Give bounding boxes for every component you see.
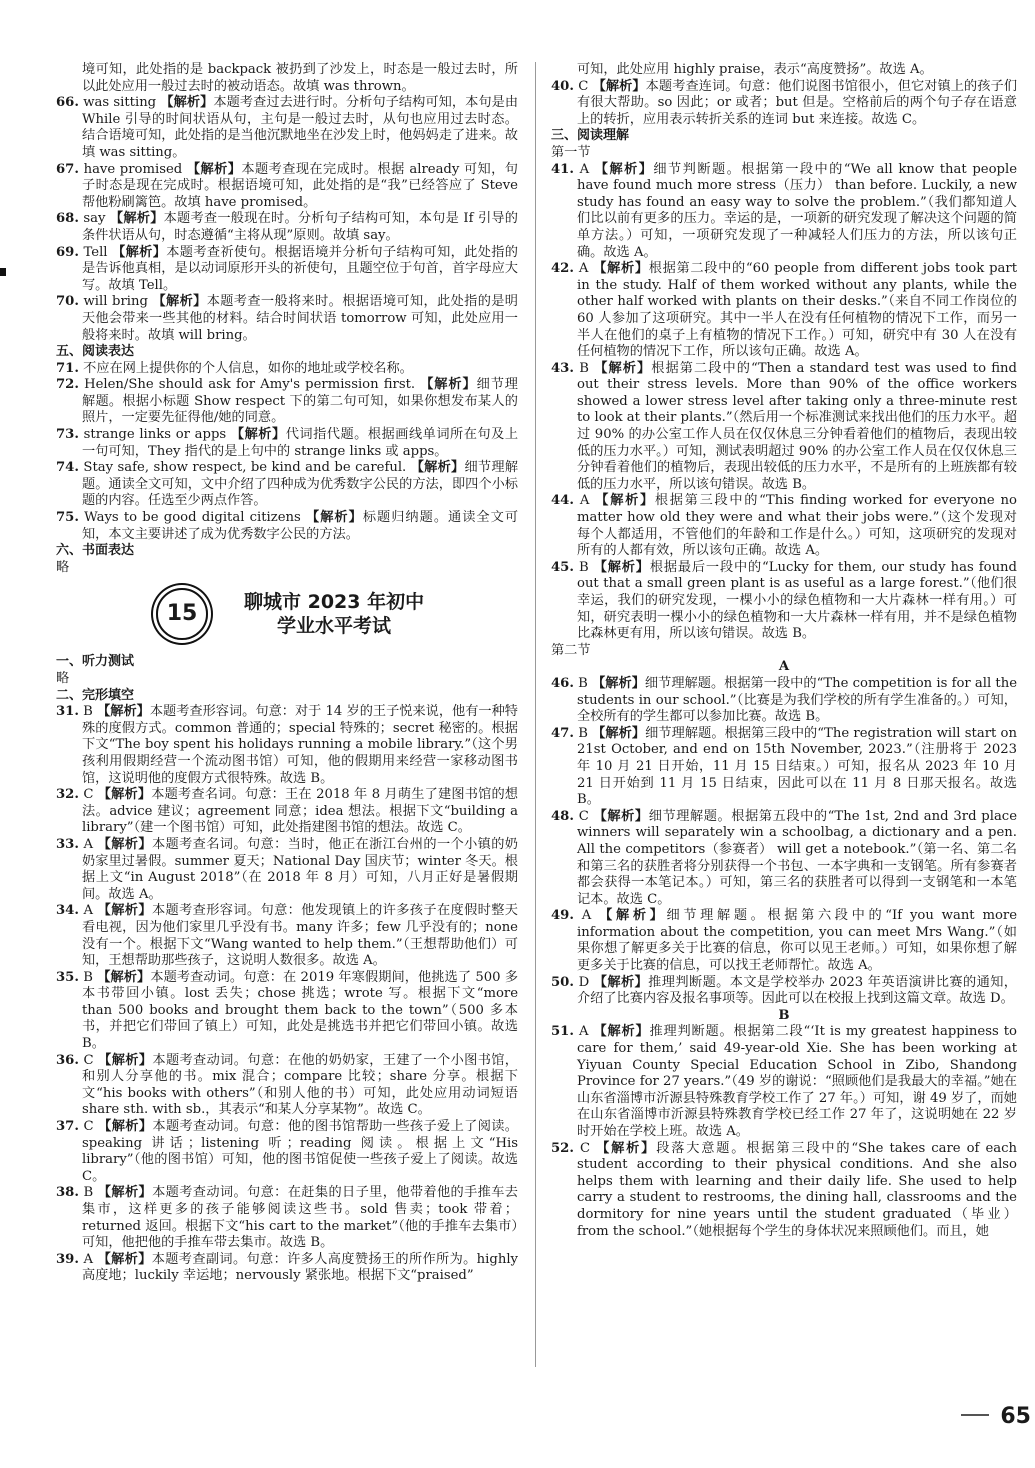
answer-text: A	[578, 1024, 589, 1040]
analysis-text: 本题考查动词。句意：在他的奶奶家，王建了一个小图书馆，和别人分享他的书。mix 混合；compare 比较；share 分享。根据下文“his books with others”（和别人他的书）可知，此处应用动词短语 share sth. with sb.，其表示“和某人分享某物”。故选 C。	[82, 1052, 518, 1118]
part-heading: 第一节	[551, 144, 591, 160]
answer-item	[56, 211, 518, 244]
answer-list	[56, 95, 518, 344]
analysis-tag: 【解析】	[595, 493, 655, 509]
edge-mark	[0, 268, 6, 276]
analysis-text: 细节理解题。根据第三段中的“The registration will start on 21st October, and end on 15th November, 2023.”（注册将于 2023 年 10 月 21 日开始，11 月 15 日结束。）可知，报名从 2023 年 10 月 21 日开始到 11 月 15 日结束，因此可以在 11 月 8 日那天报名。故选 B。	[577, 725, 1017, 808]
answer-text: A	[581, 908, 592, 924]
question-number: 48.	[551, 808, 574, 824]
answer-item	[56, 427, 518, 460]
analysis-tag: 【解析】	[306, 510, 363, 526]
section-heading: 二、完形填空	[56, 687, 135, 703]
answer-text: C	[579, 1140, 591, 1156]
answer-text: A	[579, 493, 590, 509]
answer-text: C	[83, 787, 94, 803]
answer-list	[551, 162, 1017, 643]
question-number: 33.	[56, 836, 79, 852]
answer-text: Tell	[83, 244, 108, 260]
analysis-text: 本题考查过去进行时。分析句子结构可知，本句是由 While 引导的时间状语从句，主句是一般过去时，从句也应用过去时态。结合语境可知，此处指的是当他沉默地坐在沙发上时，他妈妈走了进来。故填 was sitting。	[82, 95, 519, 160]
answer-item	[56, 377, 518, 427]
question-number: 47.	[551, 725, 574, 741]
analysis-text: 本题考查副词。句意：许多人高度赞扬王的所作所为。highly 高度地；luckily 幸运地；nervously 紧张地。根据下文“praised”	[82, 1251, 518, 1284]
analysis-text: 本题考查连词。句意：他们说图书馆很小，但它对镇上的孩子们有很大帮助。so 因此；or 或者；but 但是。空格前后的两个句子存在语意上的转折，应用表示转折关系的连词 but 来连接。故选 C。	[577, 78, 1018, 127]
question-number: 35.	[56, 969, 79, 985]
part-heading: 第二节	[551, 642, 591, 658]
question-number: 74.	[56, 460, 79, 476]
analysis-text: 根据最后一段中的“Lucky for them, our study has found out that a small green plant is as useful as a large forest.”（他们很幸运，我们的研究发现，一棵小小的绿色植物和一大片森林一样有用。）可知，研究表明一棵小小的绿色植物和一大片森林一样有用，并不是绿色植物比森林更有用，所以该句错误。故选 B。	[577, 559, 1017, 642]
question-number: 73.	[56, 427, 79, 443]
analysis-text: 细节理解题。根据第五段中的“The 1st, 2nd and 3rd place winners will separately win a schoolbag, a dictionary and a pen. All the competitors（参赛者） will get a notebook.”（第一名、第二名和第三名的获胜者将分别获得一个书包、一本字典和一支钢笔。所有参赛者都会获得一本笔记本。）可知，第三名的获胜者可以得到一支钢笔和一本笔记本。故选 C。	[577, 808, 1017, 907]
analysis-tag: 【解析】	[592, 78, 646, 94]
analysis-tag: 【解析】	[97, 1185, 153, 1201]
question-number: 72.	[56, 377, 79, 393]
analysis-text: 推理判断题。根据第二段“‘It is my greatest happiness to care for them,’ said 49-year-old Xie. She has been working at Yiyuan County Special Education School in Zibo, Shandong Province for 27 years.”（49 岁的谢说：“照顾他们是我最大的幸福。”她在山东省淄博市沂源县特殊教育学校工作了 27 年。）可知，谢 49 岁了，而她在山东省淄博市沂源县特殊教育学校已经工作 27 年了，这说明她在 22 岁时开始在学校上班。故选 A。	[577, 1024, 1017, 1139]
question-number: 71.	[56, 360, 79, 376]
question-number: 31.	[56, 704, 79, 720]
answer-item	[551, 809, 1017, 909]
answer-text: A	[83, 903, 94, 919]
answer-text: A	[83, 1251, 94, 1267]
question-number: 51.	[551, 1024, 574, 1040]
analysis-tag: 【解析】	[160, 95, 214, 111]
analysis-text: 根据第三段中的“This finding worked for everyone no matter how old they were and what their jobs were.”（这个发现对每个人都适用，不管他们的年龄和工作是什么。）可知，这项研究的发现对所有的人都有效，所以该句正确。故选 A。	[577, 493, 1017, 559]
analysis-text: 细节理解题。通读全文可知，文中介绍了四种成为优秀数字公民的方法，即四个小标题的内容。任选至少两点作答。	[82, 460, 519, 509]
analysis-tag: 【解析】	[594, 360, 652, 376]
question-number: 44.	[551, 493, 574, 509]
answer-text: C	[83, 1119, 94, 1135]
answer-item	[56, 837, 518, 903]
answer-list	[56, 361, 518, 544]
answer-text: B	[578, 725, 588, 741]
exam-title-line: 学业水平考试	[277, 615, 392, 638]
analysis-text: 本题考查动词。句意：在赶集的日子里，他带着他的手推车去集市，这样更多的孩子能够阅读这些书。sold 售卖；took 带着；returned 返回。根据下文“his cart to the market”（他的手推车去集市）可知，他把他的手推车带去集市。故选 B。	[82, 1185, 518, 1251]
answer-item	[551, 1024, 1017, 1140]
exam-number-badge: 15	[156, 588, 208, 640]
answer-text: A	[83, 836, 94, 852]
answer-text: B	[83, 969, 93, 985]
analysis-text: 根据第二段中的“60 people from different jobs took part in the study. Half of them worked without any plants, while the other half worked with plants on their desks.”（来自不同工作岗位的 60 人参加了这项研究。其中一半人在没有任何植物的情况下工作，而另一半人在他们的桌子上有植物的情况下工作。）可知，研究中有 30 人在没有任何植物的情况下工作，所以该句正确。故选 A。	[577, 261, 1017, 360]
section-heading: 三、阅读理解	[551, 128, 630, 144]
answer-text: C	[578, 78, 589, 94]
analysis-text: 细节理解题。根据第一段中的“The competition is for all the students in our school.”（比赛是为我们学校的所有学生准备的。）可知，全校所有的学生都可以参加比赛。故选 B。	[577, 675, 1018, 725]
answer-text: A	[579, 161, 590, 177]
column-divider	[535, 62, 536, 1367]
analysis-tag: 【解析】	[420, 377, 477, 393]
answer-text: Ways to be good digital citizens	[84, 510, 301, 526]
left-intro: 境可知，此处指的是 backpack 被扔到了沙发上，时态是一般过去时，所以此处应用一般过去时的被动语态。故填 was thrown。	[82, 62, 518, 94]
answer-text: C	[83, 1052, 94, 1068]
analysis-text: 细节理解题。根据小标题 Show respect 下的第二句可知，如果你想发布某人的照片，一定要先征得他/她的同意。	[82, 377, 518, 426]
answer-list	[551, 79, 1017, 129]
answer-item	[56, 1119, 518, 1185]
answer-list	[551, 676, 1017, 1008]
answer-text: C	[578, 808, 589, 824]
analysis-text: 本题考查一般将来时。根据语境可知，此处指的是明天他会带来一些其他的材料。结合时间状语 tomorrow 可知，此处应用一般将来时。故填 will bring。	[82, 294, 518, 343]
answer-item	[551, 79, 1017, 129]
analysis-tag: 【解析】	[97, 787, 152, 803]
analysis-tag: 【解析】	[410, 460, 465, 476]
analysis-tag: 【解析】	[109, 211, 164, 227]
answer-text: have promised	[83, 161, 183, 177]
analysis-tag: 【解析】	[593, 559, 650, 575]
analysis-text: 细节理解题。根据第六段中的“If you want more information about the competition, you can meet Mrs Wang.”（如果你想了解更多关于比赛的信息，你可以见王老师。）可知，如果你想了解更多关于比赛的信息，可以找王老师帮忙。故选 A。	[577, 908, 1017, 974]
analysis-text: 本题考查名词。句意：王在 2018 年 8 月萌生了建图书馆的想法。advice 建议；agreement 同意；idea 想法。根据下文“building a library”（建一个图书馆）可知，此处指建图书馆的想法。故选 C。	[82, 787, 518, 836]
section-body: 略	[56, 559, 70, 575]
answer-item	[56, 510, 518, 543]
answer-item	[551, 261, 1017, 361]
question-number: 39.	[56, 1251, 79, 1267]
answer-item	[56, 1185, 518, 1251]
analysis-text: 根据第二段中的“Then a standard test was used to find out their stress levels. More than 90% of the office workers showed a lower stress level after taking only a three-minute rest to look at their plants.”（然后用一个标准测试来找出他们的压力水平。超过 90% 的办公室工作人员在仅仅休息三分钟看着他们的植物后，表现出较低的压力水平。）可知，测试表明超过 90% 的办公室工作人员在仅仅休息三分钟看着他们的植物后，表现出较低的压力水平，不是所有的上班族都有较低的压力水平，所以该句错误。故选 B。	[577, 360, 1017, 492]
exam-title	[244, 590, 424, 638]
question-number: 70.	[56, 294, 79, 310]
answer-item	[56, 903, 518, 969]
answer-list	[56, 704, 518, 1285]
question-number: 75.	[56, 510, 79, 526]
answer-item	[56, 294, 518, 344]
analysis-text: 本题考查一般现在时。分析句子结构可知，本句是 If 引导的条件状语从句，时态遵循“主将从现”原则。故填 say。	[82, 211, 518, 243]
exam-title-line: 聊城市 2023 年初中	[244, 591, 425, 614]
question-number: 50.	[551, 974, 574, 990]
question-number: 40.	[551, 78, 574, 94]
question-number: 52.	[551, 1140, 574, 1156]
answer-item	[56, 460, 518, 510]
answer-item	[56, 245, 518, 295]
question-number: 38.	[56, 1185, 79, 1201]
analysis-tag: 【解析】	[594, 161, 654, 177]
answer-item	[56, 787, 518, 837]
analysis-tag: 【解析】	[97, 704, 150, 720]
analysis-tag: 【解析】	[593, 261, 649, 277]
section-body: 略	[56, 671, 70, 686]
analysis-text: 推理判断题。本文是学校举办 2023 年英语演讲比赛的通知，介绍了比赛内容及报名事项等。因此可以在校报上找到这篇文章。故选 D。	[577, 974, 1017, 1007]
answer-item	[551, 676, 1017, 726]
answer-text: D	[578, 974, 590, 990]
answer-item	[56, 95, 518, 161]
analysis-text: 细节判断题。根据第一段中的“We all know that people have found much more stress（压力） than before. Luckily, a new study has found an easy way to solve the problem.”（我们都知道人们比以前有更多的压力。幸运的是，一项新的研究发现了解决这个问题的简单方法。）可知，一项研究发现了一种减轻人们压力的方法，所以该句正确。故选 A。	[577, 161, 1018, 260]
answer-item	[56, 162, 518, 212]
answer-text: strange links or apps	[83, 427, 227, 443]
analysis-text: 代词指代题。根据画线单词所在句及上一句可知，They 指代的是上句中的 strange links 或 apps。	[82, 427, 519, 459]
analysis-text: 标题归纳题。通读全文可知，本文主要讲述了成为优秀数字公民的方法。	[82, 510, 519, 542]
question-number: 45.	[551, 559, 574, 575]
analysis-tag: 【解析】	[593, 1024, 650, 1040]
page-number: 65	[1000, 1404, 1031, 1430]
answer-item	[551, 361, 1017, 494]
answer-item	[56, 1053, 518, 1119]
right-intro: 可知，此处应用 highly praise，表示“高度赞扬”。故选 A。	[577, 62, 933, 77]
answer-item	[56, 1252, 518, 1285]
right-column	[551, 62, 1017, 1240]
analysis-tag: 【解析】	[596, 1140, 657, 1156]
analysis-text: 本题考查形容词。句意：他发现镇上的许多孩子在度假时整天看电视，因为他们家里几乎没有书。many 许多；few 几乎没有的；none 没有一个。根据下文“Wang wanted to help them.”（王想帮助他们）可知，王想帮助那些孩子，这说明人数很多。故选 A。	[82, 903, 518, 969]
question-number: 66.	[56, 95, 79, 111]
analysis-tag: 【解析】	[97, 1251, 152, 1267]
answer-item	[551, 493, 1017, 559]
question-number: 43.	[551, 360, 574, 376]
passage-label: B	[778, 1007, 790, 1023]
analysis-text: 段落大意题。根据第三段中的“She takes care of each student according to their physical conditions. And she also helps them with learning and their daily life. She used to help carry a student to restrooms, the dining hall, classrooms and the dormitory for nine years until the student graduated（毕业） from the school.”（她根据每个学生的身体状况来照顾他们。而且，她	[577, 1140, 1018, 1239]
analysis-tag: 【解析】	[97, 903, 152, 919]
analysis-text: 本题考查名词。句意：当时，他正在浙江台州的一个小镇的奶奶家里过暑假。summer 夏天；National Day 国庆节；winter 冬天。根据上文“in August 2018”（在 2018 年 8 月）可知，八月正好是暑假期间。故选 A。	[82, 836, 518, 902]
analysis-text: 本题考查现在完成时。根据 already 可知，句子时态是现在完成时。根据语境可知，此处指的是“我”已经答应了 Steve 帮他粉刷篱笆。故填 have promised。	[82, 161, 518, 210]
answer-item	[56, 704, 518, 787]
analysis-tag: 【解析】	[97, 836, 152, 852]
analysis-tag: 【解析】	[592, 725, 646, 741]
question-number: 34.	[56, 903, 79, 919]
analysis-tag: 【解析】	[97, 969, 151, 985]
analysis-tag: 【解析】	[593, 808, 649, 824]
analysis-tag: 【解析】	[230, 427, 286, 443]
exam-banner	[156, 588, 518, 640]
page-number-dash	[961, 1414, 989, 1416]
answer-item	[551, 908, 1017, 974]
answer-list	[551, 1024, 1017, 1240]
answer-text: B	[579, 360, 589, 376]
answer-text: A	[578, 261, 589, 277]
answer-item	[56, 970, 518, 1053]
answer-text: Helen/She should ask for Amy's permission first.	[84, 377, 416, 393]
analysis-tag: 【解析】	[152, 294, 207, 310]
analysis-tag: 【解析】	[186, 161, 242, 177]
analysis-text: 本题考查形容词。句意：对于 14 岁的王子悦来说，他有一种特殊的度假方式。common 普通的；special 特殊的；secret 秘密的。根据下文“The boy spent his holidays running a mobile library.”（这个男孩利用假期经营一个流动图书馆）可知，他的假期用来经营一家移动图书馆，这说明他的度假方式很特殊。故选 B。	[82, 704, 518, 786]
answer-item	[551, 726, 1017, 809]
answer-item	[551, 162, 1017, 262]
answer-text: B	[578, 559, 589, 575]
analysis-tag: 【解析】	[98, 1119, 153, 1135]
analysis-tag: 【解析】	[98, 1052, 153, 1068]
answer-text: B	[578, 675, 588, 691]
analysis-tag: 【解析】	[599, 908, 667, 924]
analysis-text: 本题考查动词。句意：他的图书馆帮助一些孩子爱上了阅读。speaking 讲话；listening 听；reading 阅读。根据上文“His library”（他的图书馆）可知，他的图书馆促使一些孩子爱上了阅读。故选 C。	[82, 1119, 518, 1184]
answer-item	[551, 560, 1017, 643]
answer-item	[551, 1141, 1017, 1241]
answer-item	[551, 975, 1017, 1008]
answer-text: B	[83, 1185, 94, 1201]
analysis-tag: 【解析】	[592, 675, 645, 691]
analysis-text: 本题考查动词。句意：在 2019 年寒假期间，他挑选了 500 多本书带回小镇。lost 丢失；chose 挑选；wrote 写。根据下文“more than 500 books and brought them back to the town”（500 多本书，并把它们带回了镇上）可知，此处是挑选书并把它们带回小镇。故选 B。	[82, 969, 519, 1052]
answer-text: was sitting	[83, 95, 157, 111]
section-heading: 一、听力测试	[56, 654, 135, 670]
question-number: 49.	[551, 908, 574, 924]
answer-text: Stay safe, show respect, be kind and be careful.	[83, 460, 407, 476]
answer-text: 不应在网上提供你的个人信息，如你的地址或学校名称。	[83, 360, 413, 376]
passage-label: A	[778, 659, 790, 675]
question-number: 67.	[56, 161, 79, 177]
section-heading: 五、阅读表达	[56, 344, 135, 360]
question-number: 42.	[551, 261, 574, 277]
question-number: 36.	[56, 1052, 79, 1068]
question-number: 41.	[551, 161, 574, 177]
left-column	[56, 62, 518, 1285]
answer-text: will bring	[83, 294, 148, 310]
question-number: 46.	[551, 675, 574, 691]
analysis-text: 本题考查祈使句。根据语境并分析句子结构可知，此处指的是告诉他真相，是以动词原形开头的祈使句，且题空位于句首，首字母应大写。故填 Tell。	[82, 244, 518, 293]
analysis-tag: 【解析】	[112, 244, 167, 260]
answer-text: say	[83, 211, 106, 227]
question-number: 37.	[56, 1119, 79, 1135]
answer-text: B	[83, 704, 93, 720]
answer-item	[56, 361, 518, 378]
question-number: 32.	[56, 787, 79, 803]
question-number: 69.	[56, 244, 79, 260]
section-heading: 六、书面表达	[56, 543, 135, 559]
question-number: 68.	[56, 211, 79, 227]
analysis-tag: 【解析】	[593, 974, 649, 990]
